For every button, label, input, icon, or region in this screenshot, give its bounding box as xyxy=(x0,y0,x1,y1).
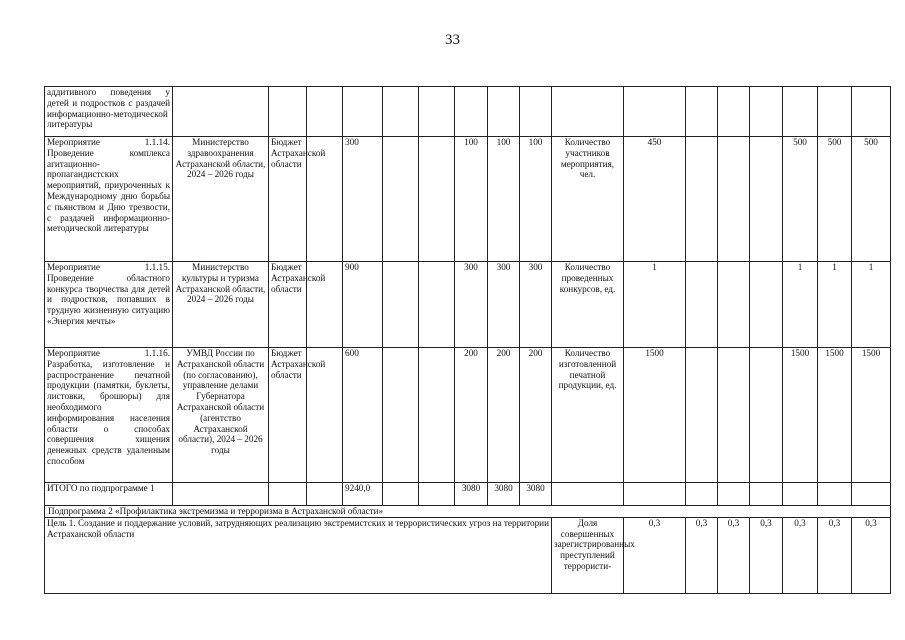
indicator-year1-cell: 1 xyxy=(783,262,818,348)
executor-cell: УМВД России по Астраханской области (по согласованию), управление делами Губернатора Астраханской области (агентство Астраханской области), 2024 – 2026 годы xyxy=(173,348,269,483)
indicator-value-cell: 450 xyxy=(624,137,686,262)
goal-value: 0,3 xyxy=(783,517,818,593)
indicator-year1-cell: 1500 xyxy=(783,348,818,483)
goal-value: 0,3 xyxy=(818,517,852,593)
year2-cell: 100 xyxy=(488,137,520,262)
total-year1: 3080 xyxy=(455,483,488,506)
goal-value: 0,3 xyxy=(750,517,783,593)
indicator-year2-cell: 1 xyxy=(818,262,852,348)
year3-cell: 300 xyxy=(520,262,552,348)
year1-cell: 100 xyxy=(455,137,488,262)
total-amount: 9240,0 xyxy=(343,483,383,506)
goal-value: 0,3 xyxy=(686,517,718,593)
indicator-year3-cell: 1 xyxy=(852,262,891,348)
source-cell: Бюджет Астраханской области xyxy=(269,262,307,348)
subprogram-header-row xyxy=(45,506,891,518)
executor-cell xyxy=(173,87,269,137)
goal-row xyxy=(45,517,891,593)
total-label: ИТОГО по подпрограмме 1 xyxy=(45,483,173,506)
table-row xyxy=(45,137,891,262)
goal-value: 0,3 xyxy=(624,517,686,593)
indicator-value-cell: 1500 xyxy=(624,348,686,483)
goal-indicator: Доля совершенных зарегистрированных преступлений террористи- xyxy=(552,517,624,593)
source-cell xyxy=(269,87,307,137)
indicator-cell xyxy=(552,87,624,137)
table-row xyxy=(45,87,891,137)
indicator-cell: Количество проведенных конкурсов, ед. xyxy=(552,262,624,348)
total-row xyxy=(45,483,891,506)
total-year2: 3080 xyxy=(488,483,520,506)
year2-cell: 300 xyxy=(488,262,520,348)
total-year3: 3080 xyxy=(520,483,552,506)
amount-cell: 600 xyxy=(343,348,383,483)
year3-cell: 200 xyxy=(520,348,552,483)
year1-cell: 300 xyxy=(455,262,488,348)
year3-cell: 100 xyxy=(520,137,552,262)
goal-text: Цель 1. Создание и поддержание условий, затрудняющих реализацию экстремистских и террористических угроз на территории Астраханской области xyxy=(45,517,552,593)
indicator-year2-cell: 1500 xyxy=(818,348,852,483)
subprogram-title: Подпрограмма 2 «Профилактика экстремизма и терроризма в Астраханской области» xyxy=(45,506,891,518)
source-cell: Бюджет Астраханской области xyxy=(269,348,307,483)
program-activities-table xyxy=(44,86,891,594)
table-row xyxy=(45,262,891,348)
executor-cell: Министерство культуры и туризма Астраханской области, 2024 – 2026 годы xyxy=(173,262,269,348)
page-number: 33 xyxy=(445,32,460,48)
activity-cell: Мероприятие 1.1.16. Разработка, изготовление и распространение печатной продукции (памятки, буклеты, листовки, брошюры) для необходимого информирования населения области о способах совершения хищения денежных средств удаленным способом xyxy=(45,348,173,483)
year1-cell: 200 xyxy=(455,348,488,483)
indicator-cell: Количество изготовленной печатной продукции, ед. xyxy=(552,348,624,483)
activity-cell: Мероприятие 1.1.14. Проведение комплекса агитационно-пропагандистских мероприятий, приуроченных к Международному дню борьбы с пьянством и Дню трезвости, с раздачей информационно-методической литературы xyxy=(45,137,173,262)
activity-cell: аддитивного поведения у детей и подростков с раздачей информационно-методической литературы xyxy=(45,87,173,137)
activity-cell: Мероприятие 1.1.15. Проведение областного конкурса творчества для детей и подростков, попавших в трудную жизненную ситуацию «Энергия мечты» xyxy=(45,262,173,348)
indicator-value-cell: 1 xyxy=(624,262,686,348)
indicator-year3-cell: 500 xyxy=(852,137,891,262)
indicator-year3-cell: 1500 xyxy=(852,348,891,483)
table-row xyxy=(45,348,891,483)
indicator-year2-cell: 500 xyxy=(818,137,852,262)
year2-cell: 200 xyxy=(488,348,520,483)
indicator-year1-cell: 500 xyxy=(783,137,818,262)
executor-cell: Министерство здравоохранения Астраханской области, 2024 – 2026 годы xyxy=(173,137,269,262)
goal-value: 0,3 xyxy=(718,517,750,593)
source-cell: Бюджет Астраханской области xyxy=(269,137,307,262)
amount-cell: 900 xyxy=(343,262,383,348)
amount-cell: 300 xyxy=(343,137,383,262)
goal-value: 0,3 xyxy=(852,517,891,593)
indicator-cell: Количество участников мероприятия, чел. xyxy=(552,137,624,262)
